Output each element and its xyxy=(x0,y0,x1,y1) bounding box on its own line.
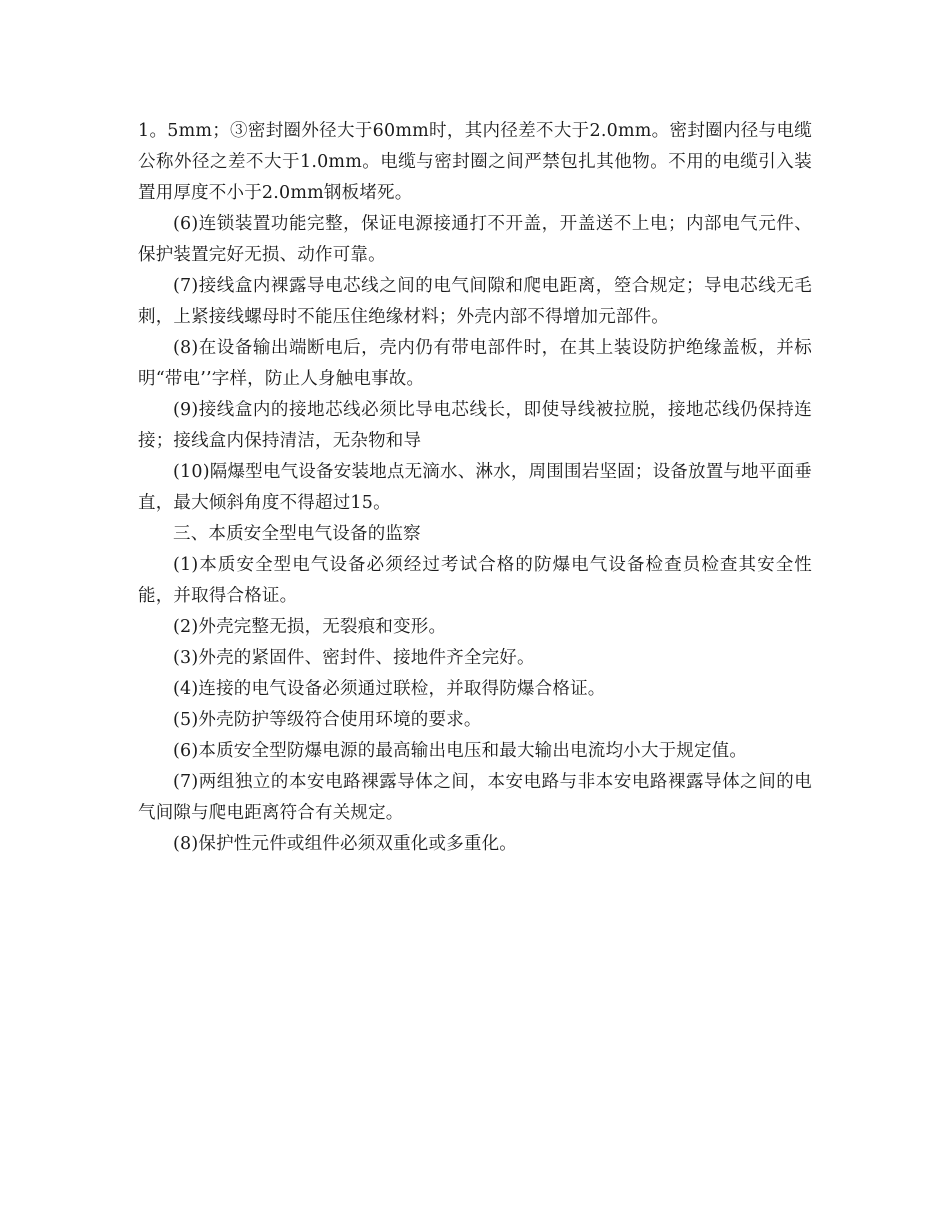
paragraph-item-5-protection-level: (5)外壳防护等级符合使用环境的要求。 xyxy=(173,710,482,730)
paragraph-seal-spec: 1。5mm；③密封圈外径大于60mm时，其内径差不大于2.0mm。密封圈内径与电缆公称外径之差不大于1.0mm。电缆与密封圈之间严禁包扎其他物。不用的电缆引入装置用厚度不小于2.0mm钢板堵死。 xyxy=(138,121,812,203)
paragraph-item-9-ground-wire: (9)接线盒内的接地芯线必须比导电芯线长，即使导线被拉脱，接地芯线仍保持连接；接线盒内保持清洁，无杂物和导 xyxy=(138,400,812,451)
paragraph-item-7-junction-box: (7)接线盒内裸露导电芯线之间的电气间隙和爬电距离，箜合规定；导电芯线无毛刺，上紧接线螺母时不能压住绝缘材料；外壳内部不得增加元部件。 xyxy=(138,276,812,327)
paragraph-item-8-insulation-cover: (8)在设备输出端断电后，壳内仍有带电部件时，在其上装设防护绝缘盖板，并标明“带电’’字样，防止人身触电事故。 xyxy=(138,338,812,389)
paragraph-item-1-inspection: (1)本质安全型电气设备必须经过考试合格的防爆电气设备检查员检查其安全性能，并取得合格证。 xyxy=(138,555,812,606)
paragraph-item-3-fasteners: (3)外壳的紧固件、密封件、接地件齐全完好。 xyxy=(173,648,535,668)
paragraph-item-7-circuit-clearance: (7)两组独立的本安电路裸露导体之间，本安电路与非本安电路裸露导体之间的电气间隙与爬电距离符合有关规定。 xyxy=(138,772,812,823)
section-heading-intrinsic-safety: 三、本质安全型电气设备的监察 xyxy=(173,524,421,544)
paragraph-item-6-power-output: (6)本质安全型防爆电源的最高输出电压和最大输出电流均小大于规定值。 xyxy=(173,741,748,761)
paragraph-item-8-redundancy: (8)保护性元件或组件必须双重化或多重化。 xyxy=(173,834,517,854)
paragraph-item-4-joint-test: (4)连接的电气设备必须通过联检，并取得防爆合格证。 xyxy=(173,679,606,699)
paragraph-item-6-interlock: (6)连锁装置功能完整，保证电源接通打不开盖，开盖送不上电；内部电气元件、保护装置完好无损、动作可靠。 xyxy=(138,214,812,265)
paragraph-item-10-installation: (10)隔爆型电气设备安装地点无滴水、淋水，周围围岩坚固；设备放置与地平面垂直，最大倾斜角度不得超过15。 xyxy=(138,462,812,513)
document-body xyxy=(138,116,812,860)
paragraph-item-2-enclosure: (2)外壳完整无损，无裂痕和变形。 xyxy=(173,617,447,637)
